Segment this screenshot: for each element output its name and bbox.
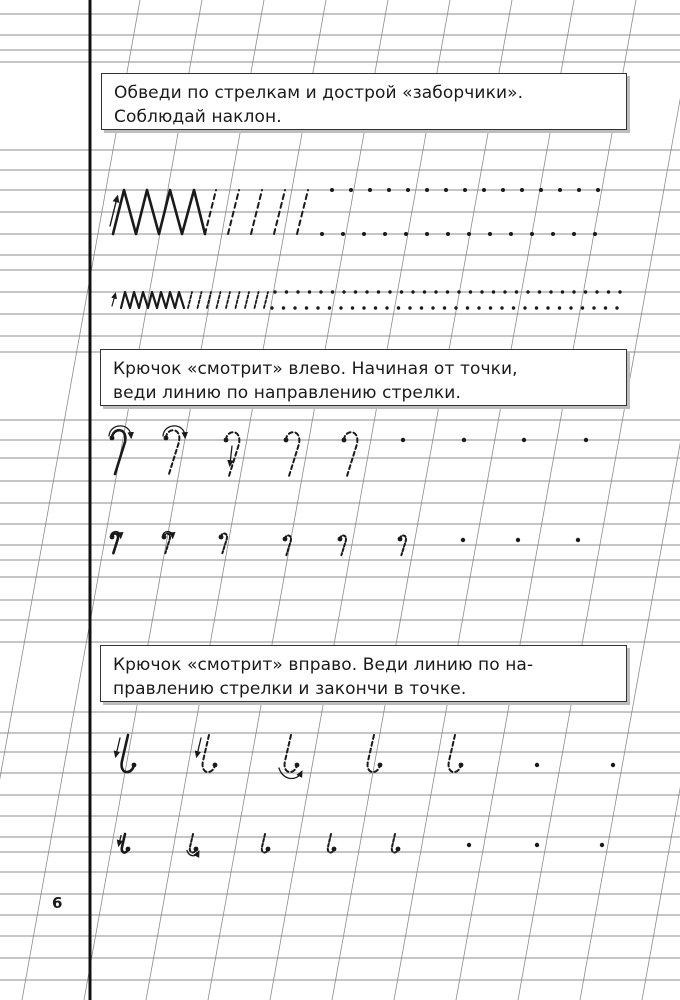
- dot: [320, 232, 324, 236]
- instruction-box-fences: [101, 73, 627, 130]
- dot: [296, 290, 299, 293]
- start-dot: [342, 438, 347, 443]
- instruction-box-hooks-left: [100, 349, 627, 406]
- dot: [618, 290, 621, 293]
- instruction-text: Обведи по стрелкам и дострой «заборчики».: [114, 83, 524, 103]
- dot: [349, 188, 353, 192]
- arrow-icon: [116, 738, 120, 755]
- start-dot: [219, 535, 224, 540]
- dot: [467, 232, 471, 236]
- dot: [444, 188, 448, 192]
- dot: [512, 306, 515, 309]
- dot: [425, 232, 429, 236]
- dot: [404, 232, 408, 236]
- dot: [538, 290, 541, 293]
- dot: [577, 188, 581, 192]
- dot: [522, 438, 526, 442]
- end-dot: [266, 847, 271, 852]
- dot: [387, 188, 391, 192]
- dot: [397, 306, 400, 309]
- dot: [572, 290, 575, 293]
- dot: [406, 188, 410, 192]
- dot: [535, 306, 538, 309]
- dot: [503, 290, 506, 293]
- dot: [308, 290, 311, 293]
- dot: [374, 306, 377, 309]
- dashed-stroke: [274, 190, 285, 234]
- dot: [530, 232, 534, 236]
- start-dot: [284, 438, 289, 443]
- traced-fence-small: [121, 292, 184, 308]
- dashed-stroke: [228, 190, 239, 234]
- dot: [561, 290, 564, 293]
- dot: [558, 306, 561, 309]
- dot: [319, 290, 322, 293]
- dot: [480, 290, 483, 293]
- page-number: 6: [52, 894, 63, 912]
- fence-row-large: [110, 188, 600, 236]
- dashed-stroke: [264, 292, 268, 308]
- dot: [488, 232, 492, 236]
- dot: [592, 306, 595, 309]
- start-dot: [338, 537, 343, 542]
- dashed-fence-strokes: [205, 190, 308, 234]
- dot: [509, 232, 513, 236]
- end-dot: [295, 763, 300, 768]
- end-dot: [459, 763, 464, 768]
- start-dot: [398, 537, 403, 542]
- dot: [446, 232, 450, 236]
- dot: [463, 188, 467, 192]
- fence-dots: [320, 188, 600, 236]
- dot: [351, 306, 354, 309]
- dot: [342, 290, 345, 293]
- dot: [354, 290, 357, 293]
- dot: [535, 843, 539, 847]
- fence-row-small: [112, 290, 622, 309]
- dot: [607, 290, 610, 293]
- dashed-stroke: [297, 190, 308, 234]
- dot: [273, 290, 276, 293]
- right-hook-row-large: [116, 735, 615, 778]
- dot: [569, 306, 572, 309]
- dot: [549, 290, 552, 293]
- dot: [520, 188, 524, 192]
- start-dot: [164, 436, 169, 441]
- dot: [400, 290, 403, 293]
- dashed-stroke: [198, 292, 202, 308]
- dot: [408, 306, 411, 309]
- dot: [539, 188, 543, 192]
- dot: [558, 188, 562, 192]
- instruction-text: веди линию по направлению стрелки.: [113, 383, 461, 403]
- dot: [546, 306, 549, 309]
- dot: [454, 306, 457, 309]
- dot: [611, 763, 615, 767]
- dashed-stroke: [236, 292, 240, 308]
- dot: [282, 306, 285, 309]
- dot: [576, 538, 580, 542]
- dashed-stroke: [251, 190, 262, 234]
- left-hook-row-large: [109, 426, 588, 476]
- dot: [515, 290, 518, 293]
- dashed-fence-strokes-small: [188, 292, 268, 308]
- end-dot: [126, 847, 131, 852]
- dot: [383, 232, 387, 236]
- dot: [377, 290, 380, 293]
- dot: [467, 843, 471, 847]
- dashed-stroke: [226, 292, 230, 308]
- dot: [285, 290, 288, 293]
- dot: [411, 290, 414, 293]
- start-dot: [110, 436, 115, 441]
- start-dot: [224, 438, 229, 443]
- dot: [305, 306, 308, 309]
- left-hook-row-small: [110, 532, 581, 556]
- dashed-stroke: [217, 292, 221, 308]
- arrow-icon: [230, 446, 232, 464]
- instruction-text: правлению стрелки и закончи в точке.: [113, 679, 467, 699]
- dot: [270, 306, 273, 309]
- dot: [462, 438, 466, 442]
- dot: [368, 188, 372, 192]
- dot: [401, 438, 405, 442]
- arrow-icon: [119, 836, 121, 845]
- dashed-stroke: [255, 292, 259, 308]
- dot: [477, 306, 480, 309]
- dashed-stroke: [245, 292, 249, 308]
- end-dot: [194, 847, 199, 852]
- traced-fence: [113, 190, 205, 234]
- dot: [572, 232, 576, 236]
- dot: [331, 290, 334, 293]
- fence-dots-small: [270, 290, 621, 309]
- dot: [339, 306, 342, 309]
- start-dot: [283, 537, 288, 542]
- dot: [425, 188, 429, 192]
- dot: [431, 306, 434, 309]
- right-hook-row-small: [119, 834, 604, 856]
- dot: [600, 843, 604, 847]
- dashed-stroke: [207, 292, 211, 308]
- arrow-icon: [112, 295, 115, 306]
- dot: [388, 290, 391, 293]
- dot: [526, 290, 529, 293]
- dot: [434, 290, 437, 293]
- end-dot: [332, 847, 337, 852]
- dot: [595, 290, 598, 293]
- dot: [581, 306, 584, 309]
- dot: [492, 290, 495, 293]
- dot: [523, 306, 526, 309]
- dot: [516, 538, 520, 542]
- instruction-text: Крючок «смотрит» влево. Начиная от точки,: [113, 359, 518, 379]
- dot: [420, 306, 423, 309]
- dot: [596, 188, 600, 192]
- arrow-icon: [279, 768, 301, 778]
- dot: [501, 188, 505, 192]
- dot: [593, 232, 597, 236]
- dot: [469, 290, 472, 293]
- dot: [443, 306, 446, 309]
- dot: [489, 306, 492, 309]
- dot: [461, 538, 465, 542]
- end-dot: [132, 763, 137, 768]
- end-dot: [396, 847, 401, 852]
- end-dot: [378, 763, 383, 768]
- instruction-text: Соблюдай наклон.: [114, 107, 282, 127]
- dot: [365, 290, 368, 293]
- dot: [500, 306, 503, 309]
- dot: [584, 438, 588, 442]
- dot: [423, 290, 426, 293]
- dot: [457, 290, 460, 293]
- dot: [341, 232, 345, 236]
- dot: [551, 232, 555, 236]
- dot: [328, 306, 331, 309]
- dot: [482, 188, 486, 192]
- dot: [584, 290, 587, 293]
- dashed-stroke: [188, 292, 192, 308]
- dot: [293, 306, 296, 309]
- dot: [385, 306, 388, 309]
- dot: [330, 188, 334, 192]
- instruction-box-hooks-right: [100, 645, 627, 702]
- dot: [466, 306, 469, 309]
- dot: [615, 306, 618, 309]
- instruction-text: Крючок «смотрит» вправо. Веди линию по на-: [113, 655, 534, 675]
- dot: [535, 763, 539, 767]
- dot: [362, 306, 365, 309]
- arrow-icon: [197, 738, 201, 755]
- dashed-stroke: [205, 190, 216, 234]
- dot: [604, 306, 607, 309]
- end-dot: [213, 763, 218, 768]
- dot: [446, 290, 449, 293]
- dot: [362, 232, 366, 236]
- dot: [316, 306, 319, 309]
